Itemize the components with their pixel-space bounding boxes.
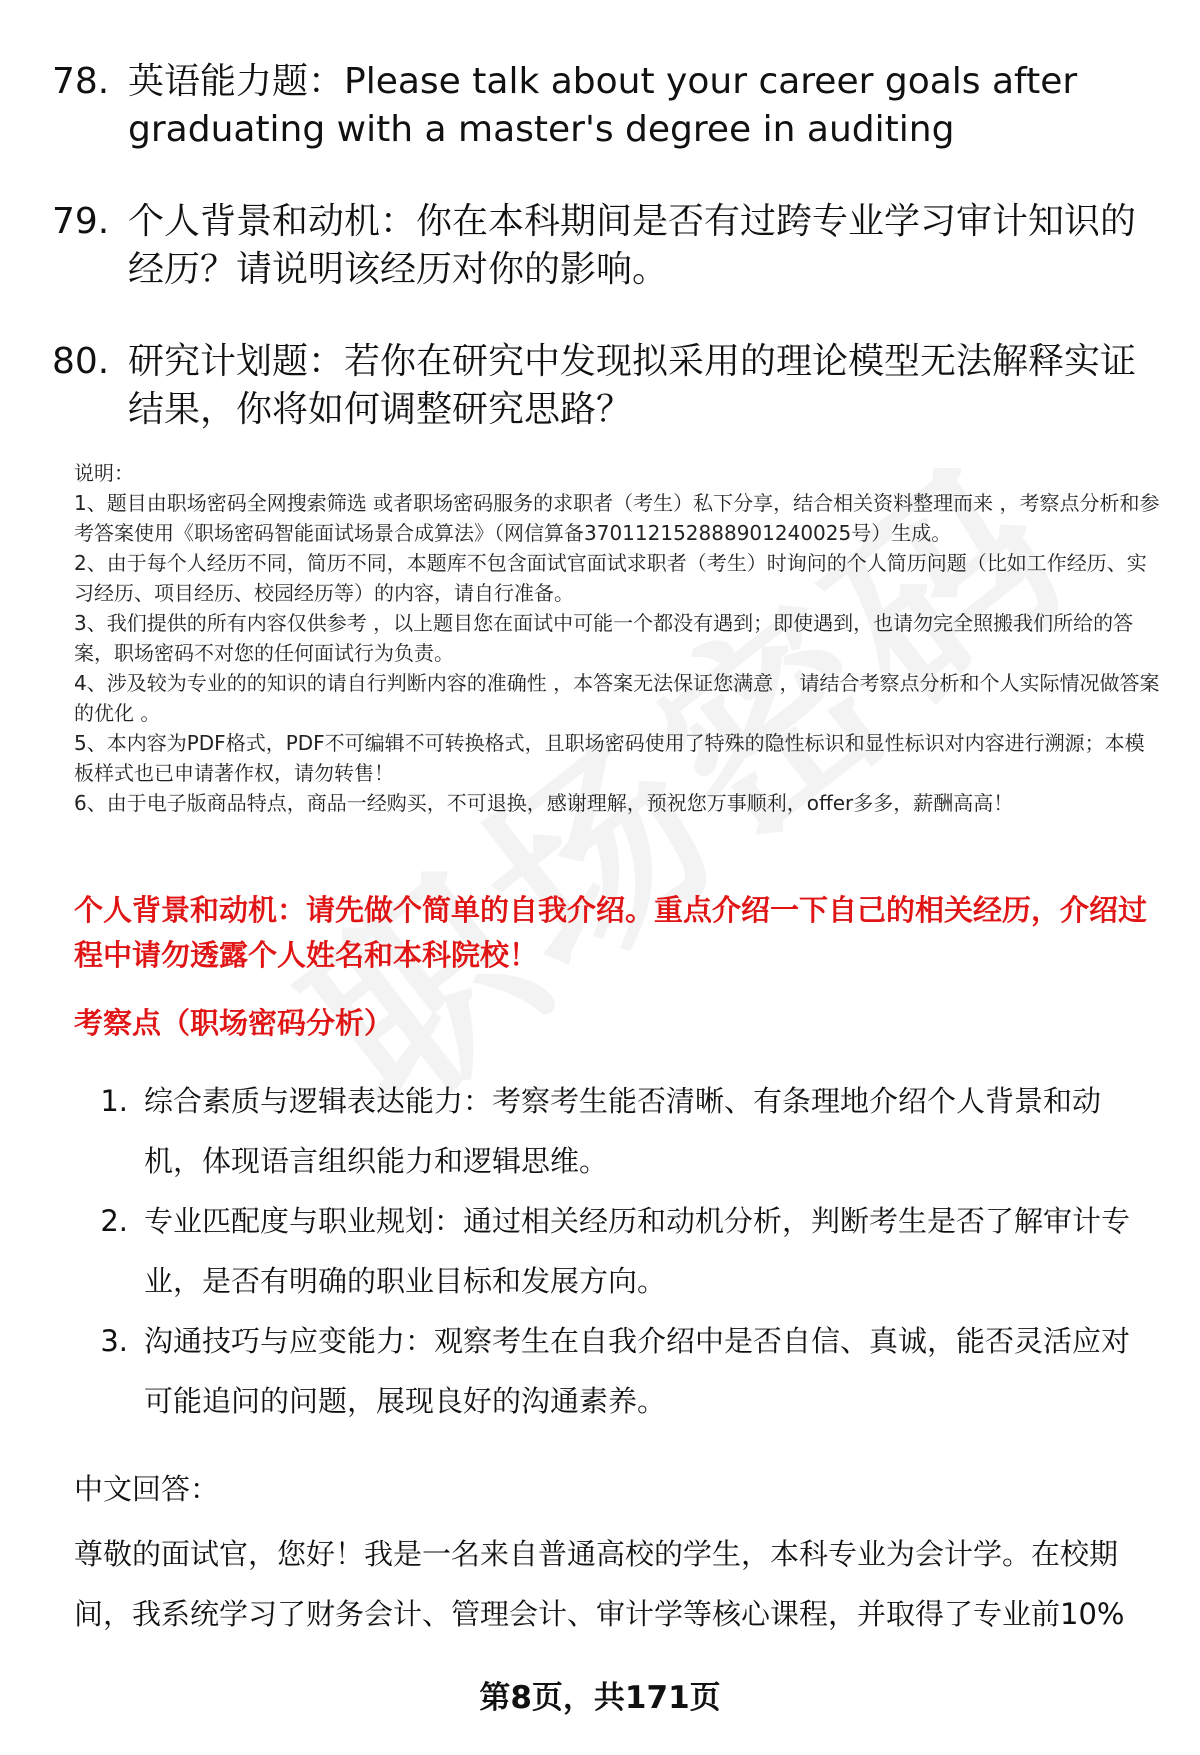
point-text: 专业匹配度与职业规划：通过相关经历和动机分析，判断考生是否了解审计专业，是否有明确的职业目标和发展方向。	[144, 1204, 1131, 1298]
answer-heading: 中文回答：	[74, 1472, 220, 1506]
note-item: 3、我们提供的所有内容仅供参考 ，以上题目您在面试中可能一个都没有遇到；即使遇到，也请勿完全照搬我们所给的答案，职场密码不对您的任何面试行为负责。	[74, 611, 1134, 665]
note-item: 2、由于每个人经历不同，简历不同，本题库不包含面试官面试求职者（考生）时询问的个人简历问题（比如工作经历、实习经历、项目经历、校园经历等）的内容，请自行准备。	[74, 551, 1147, 605]
note-item: 5、本内容为PDF格式，PDF不可编辑不可转换格式，且职场密码使用了特殊的隐性标识和显性标识对内容进行溯源；本模板样式也已申请著作权，请勿转售！	[74, 731, 1145, 785]
point-text: 综合素质与逻辑表达能力：考察考生能否清晰、有条理地介绍个人背景和动机，体现语言组织能力和逻辑思维。	[144, 1084, 1102, 1178]
page-footer: 第8页，共171页	[479, 1680, 721, 1716]
question-text: 研究计划题：若你在研究中发现拟采用的理论模型无法解释实证结果，你将如何调整研究思路？	[128, 341, 1137, 430]
question-item	[52, 198, 1152, 294]
question-item	[52, 338, 1152, 434]
question-list	[52, 58, 1152, 478]
notes-title: 说明：	[74, 461, 134, 485]
answer-text: 尊敬的面试官，您好！我是一名来自普通高校的学生，本科专业为会计学。在校期间，我系统学习了财务会计、管理会计、审计学等核心课程，并取得了专业前10%	[74, 1537, 1125, 1631]
section-title: 考察点（职场密码分析）	[74, 1006, 394, 1040]
point-number: 3.	[100, 1324, 128, 1358]
question-number: 79.	[52, 201, 110, 242]
highlight-question: 个人背景和动机：请先做个简单的自我介绍。重点介绍一下自己的相关经历，介绍过程中请勿透露个人姓名和本科院校！	[74, 893, 1148, 972]
list-item	[74, 1191, 1154, 1311]
question-text: 英语能力题：Please talk about your career goals after graduating with a master's degree in auditing	[128, 61, 1078, 150]
point-text: 沟通技巧与应变能力：观察考生在自我介绍中是否自信、真诚，能否灵活应对可能追问的问题，展现良好的沟通素养。	[144, 1324, 1131, 1418]
assessment-points	[74, 1071, 1154, 1431]
note-item: 4、涉及较为专业的的知识的请自行判断内容的准确性 ，本答案无法保证您满意 ，请结合考察点分析和个人实际情况做答案的优化 。	[74, 671, 1160, 725]
list-item	[74, 1311, 1154, 1431]
question-text: 个人背景和动机：你在本科期间是否有过跨专业学习审计知识的经历？请说明该经历对你的影响。	[128, 201, 1137, 290]
point-number: 1.	[100, 1084, 128, 1118]
question-number: 80.	[52, 341, 110, 382]
notes-section	[74, 458, 1160, 818]
note-item: 6、由于电子版商品特点，商品一经购买，不可退换，感谢理解，预祝您万事顺利，offer多多，薪酬高高！	[74, 791, 1014, 815]
list-item	[74, 1071, 1154, 1191]
note-item: 1、题目由职场密码全网搜索筛选 或者职场密码服务的求职者（考生）私下分享，结合相关资料整理而来 ，考察点分析和参考答案使用《职场密码智能面试场景合成算法》（网信算备370112152888901240025号）生成。	[74, 491, 1160, 545]
question-number: 78.	[52, 61, 110, 102]
question-item	[52, 58, 1152, 154]
point-number: 2.	[100, 1204, 128, 1238]
